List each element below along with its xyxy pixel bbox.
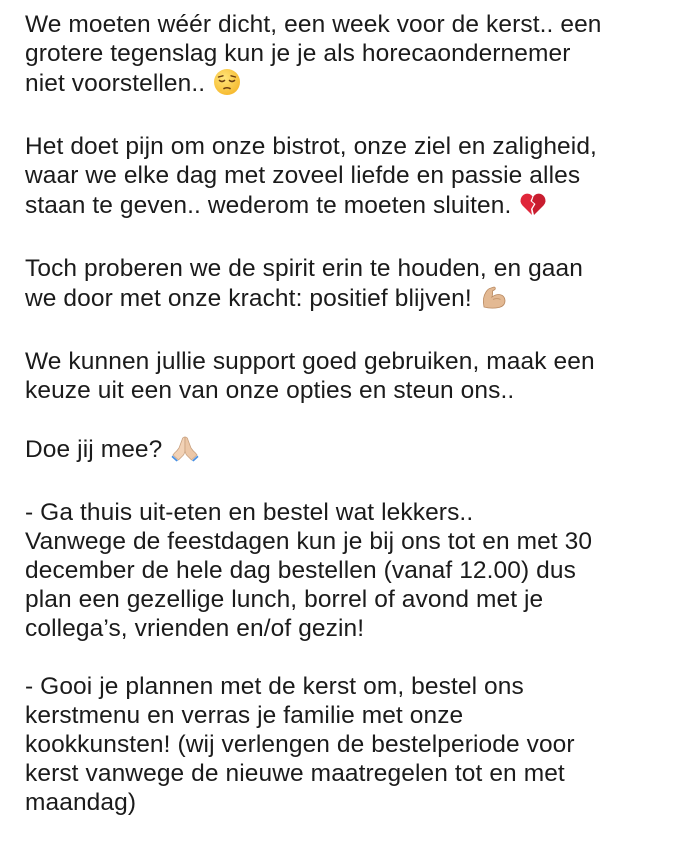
text-line: Het doet pijn om onze bistrot, onze ziel en zaligheid, [25,133,597,160]
text-fragment: staan te geven.. wederom te moeten sluiten. [25,192,512,219]
pensive-face-icon [213,68,241,103]
text-line: maandag) [25,789,137,816]
paragraph-option-takeaway [25,498,665,527]
text-fragment: Doe jij mee? [25,436,163,463]
text-line: keuze uit een van onze opties en steun ons.. [25,377,515,404]
text-line: We kunnen jullie support goed gebruiken, maak een [25,348,595,375]
paragraph-join-question [25,434,665,469]
text-line: Vanwege de feestdagen kun je bij ons tot en met 30 [25,528,593,555]
text-line: - Gooi je plannen met de kerst om, bestel ons [25,673,524,700]
paragraph-option-christmas-menu [25,672,665,817]
text-line [25,190,665,225]
post-body [25,10,665,846]
text-line: kookkunsten! (wij verlengen de bestelperiode voor [25,731,575,758]
text-line: waar we elke dag met zoveel liefde en passie alles [25,162,581,189]
broken-heart-icon [519,190,547,225]
text-line: plan een gezellige lunch, borrel of avond met je [25,586,544,613]
text-line: collega’s, vrienden en/of gezin! [25,615,365,642]
folded-hands-icon [170,434,200,469]
text-line [25,283,665,318]
paragraph-bistrot-pain [25,132,665,225]
text-line: kerstmenu en verras je familie met onze [25,702,464,729]
text-fragment: niet voorstellen.. [25,70,206,97]
text-line: Toch proberen we de spirit erin te houden, en gaan [25,255,583,282]
text-line: - Ga thuis uit-eten en bestel wat lekkers.. [25,499,474,526]
text-line [25,434,665,469]
paragraph-holiday-ordering [25,527,665,643]
text-line: grotere tegenslag kun je je als horecaondernemer [25,40,571,67]
flexed-biceps-icon [480,283,508,318]
text-line [25,68,665,103]
paragraph-positive-spirit [25,254,665,318]
text-line: kerst vanwege de nieuwe maatregelen tot en met [25,760,565,787]
paragraph-support-request [25,347,665,405]
text-line: We moeten wéér dicht, een week voor de kerst.. een [25,11,602,38]
paragraph-closing-announcement [25,10,665,103]
text-fragment: we door met onze kracht: positief blijven! [25,285,472,312]
text-line: december de hele dag bestellen (vanaf 12.00) dus [25,557,576,584]
